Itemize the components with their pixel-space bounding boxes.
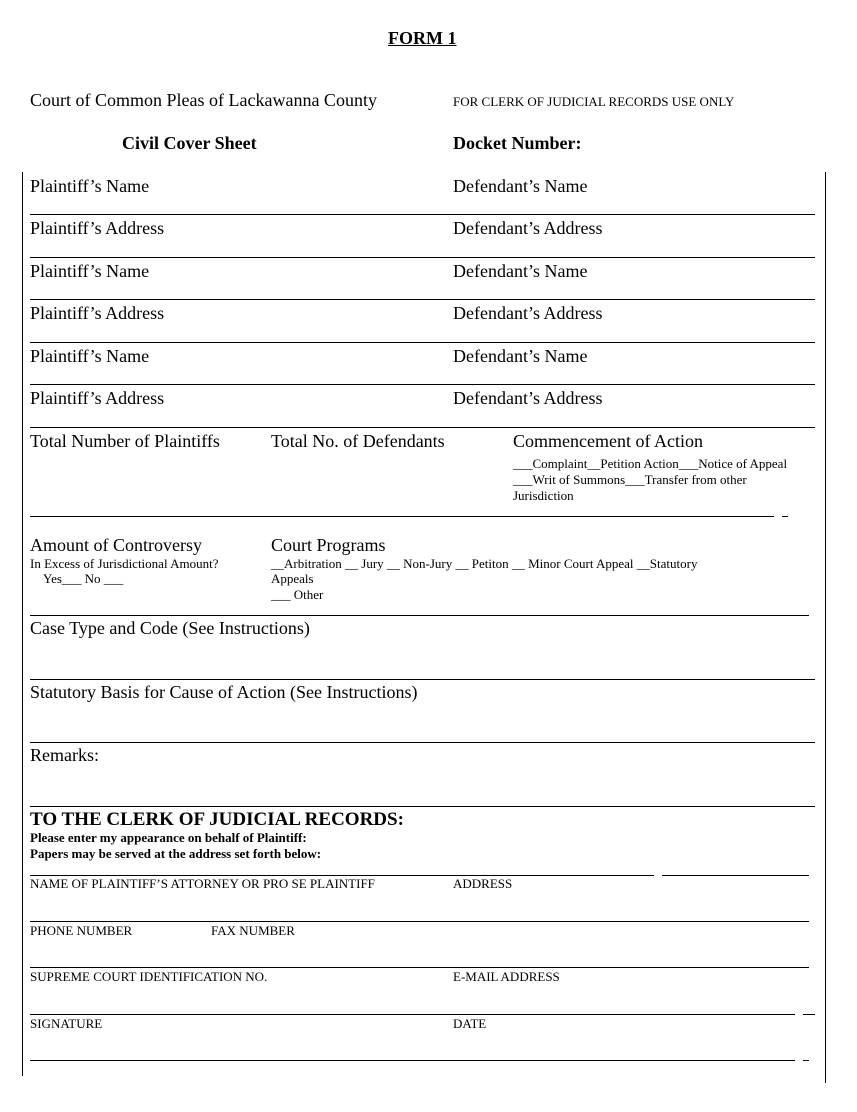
court-programs-appeals: Appeals xyxy=(271,571,314,586)
section-divider xyxy=(30,516,774,517)
address-label: ADDRESS xyxy=(453,876,513,891)
supreme-court-id-label: SUPREME COURT IDENTIFICATION NO. xyxy=(30,969,268,984)
defendant-address-label: Defendant’s Address xyxy=(453,218,603,238)
bottom-line[interactable] xyxy=(30,1060,795,1061)
signature-date-line[interactable] xyxy=(30,1014,795,1015)
plaintiff-name-label: Plaintiff’s Name xyxy=(30,346,150,366)
plaintiff-name-label: Plaintiff’s Name xyxy=(30,261,150,281)
total-plaintiffs-label: Total Number of Plaintiffs xyxy=(30,431,220,451)
party-row-line[interactable] xyxy=(30,342,815,343)
defendant-name-label: Defendant’s Name xyxy=(453,346,588,366)
court-name: Court of Common Pleas of Lackawanna County xyxy=(30,90,377,110)
defendant-address-label: Defendant’s Address xyxy=(453,388,603,408)
sheet-title: Civil Cover Sheet xyxy=(122,133,257,153)
docket-number-label: Docket Number: xyxy=(453,133,582,153)
party-row-line[interactable] xyxy=(30,257,815,258)
party-row-line[interactable] xyxy=(30,384,815,385)
court-programs-other: ___ Other xyxy=(271,587,324,602)
address-line[interactable] xyxy=(662,875,809,876)
phone-number-label: PHONE NUMBER xyxy=(30,923,133,938)
frame-right-border xyxy=(825,172,826,1083)
date-label: DATE xyxy=(453,1016,487,1031)
clerk-section-heading: TO THE CLERK OF JUDICIAL RECORDS: xyxy=(30,809,404,830)
case-type-line[interactable] xyxy=(30,679,815,680)
total-defendants-label: Total No. of Defendants xyxy=(271,431,445,451)
plaintiff-address-label: Plaintiff’s Address xyxy=(30,218,165,238)
signature-date-line-tail xyxy=(803,1014,815,1015)
defendant-address-label: Defendant’s Address xyxy=(453,303,603,323)
remarks-label: Remarks: xyxy=(30,745,99,765)
defendant-name-label: Defendant’s Name xyxy=(453,261,588,281)
bottom-line-tail xyxy=(803,1060,809,1061)
phone-fax-line[interactable] xyxy=(30,921,809,922)
yes-no-options: Yes___ No ___ xyxy=(43,571,124,586)
signature-label: SIGNATURE xyxy=(30,1016,103,1031)
commencement-options-line1: ___Complaint__Petition Action___Notice of Appeal xyxy=(513,456,788,471)
email-address-label: E-MAIL ADDRESS xyxy=(453,969,560,984)
party-row-line[interactable] xyxy=(30,214,815,215)
statutory-basis-line[interactable] xyxy=(30,742,815,743)
attorney-name-label: NAME OF PLAINTIFF’S ATTORNEY OR PRO SE PLAINTIFF xyxy=(30,876,375,891)
form-title: FORM 1 xyxy=(388,28,457,48)
party-row-line[interactable] xyxy=(30,427,815,428)
id-email-line[interactable] xyxy=(30,967,809,968)
commencement-options-line2: ___Writ of Summons___Transfer from other xyxy=(513,472,747,487)
section-divider-tail xyxy=(782,516,788,517)
remarks-line[interactable] xyxy=(30,806,815,807)
commencement-label: Commencement of Action xyxy=(513,431,703,451)
statutory-basis-label: Statutory Basis for Cause of Action (See Instructions) xyxy=(30,682,418,702)
court-programs-options: __Arbitration __ Jury __ Non-Jury __ Petiton __ Minor Court Appeal __Statutory xyxy=(271,556,698,571)
clerk-use-note: FOR CLERK OF JUDICIAL RECORDS USE ONLY xyxy=(453,94,735,109)
plaintiff-address-label: Plaintiff’s Address xyxy=(30,388,165,408)
section-divider xyxy=(30,615,809,616)
appearance-instruction: Please enter my appearance on behalf of Plaintiff: xyxy=(30,830,307,845)
plaintiff-name-label: Plaintiff’s Name xyxy=(30,176,150,196)
amount-controversy-label: Amount of Controversy xyxy=(30,535,202,555)
frame-left-border xyxy=(22,172,23,1076)
party-row-line[interactable] xyxy=(30,299,815,300)
service-instruction: Papers may be served at the address set forth below: xyxy=(30,846,322,861)
fax-number-label: FAX NUMBER xyxy=(211,923,295,938)
case-type-label: Case Type and Code (See Instructions) xyxy=(30,618,310,638)
plaintiff-address-label: Plaintiff’s Address xyxy=(30,303,165,323)
defendant-name-label: Defendant’s Name xyxy=(453,176,588,196)
jurisdictional-amount-question: In Excess of Jurisdictional Amount? xyxy=(30,556,219,571)
commencement-options-line3: Jurisdiction xyxy=(513,488,574,503)
court-programs-label: Court Programs xyxy=(271,535,386,555)
